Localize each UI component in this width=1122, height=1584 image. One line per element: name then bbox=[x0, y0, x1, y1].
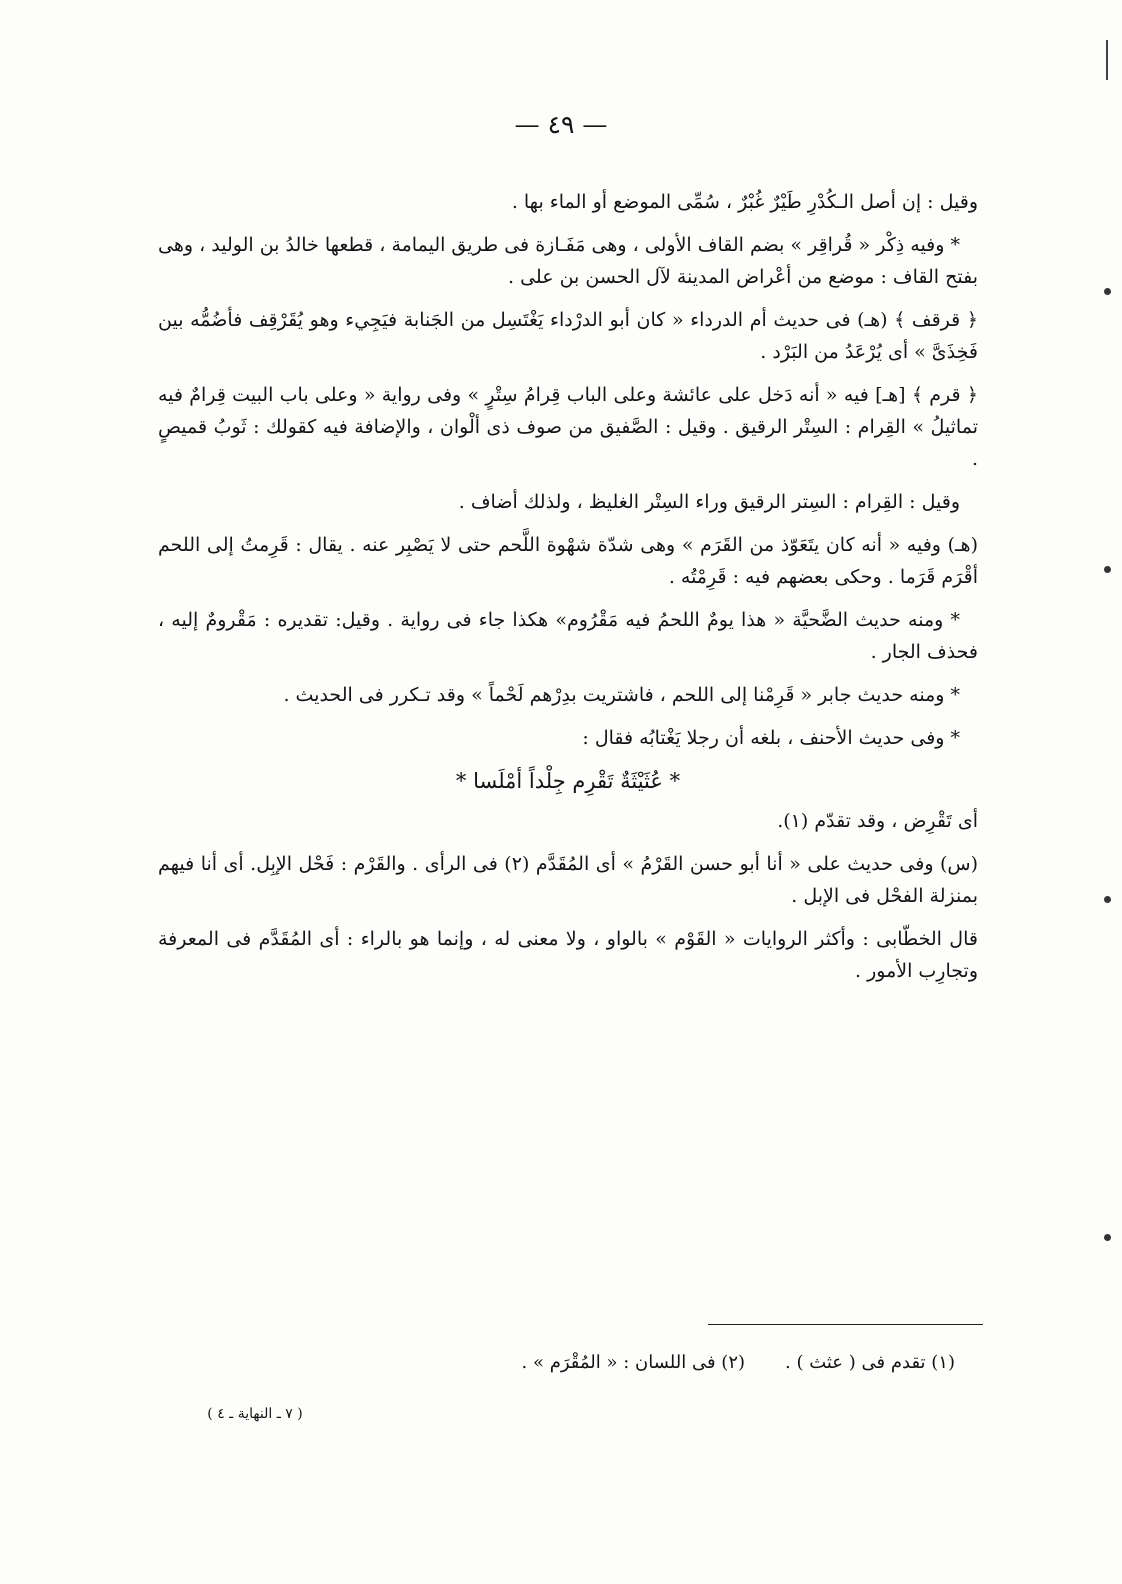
paragraph: قال الخطّابى : وأكثر الروايات « القَوْم » بالواو ، ولا معنى له ، وإنما هو بالراء : أى المُقَدَّم فى المعرفة وتجارِب الأمور . bbox=[158, 928, 978, 982]
footnotes bbox=[395, 1352, 955, 1373]
paragraph: * ومنه حديث الضَّحيَّة « هذا يومٌ اللحمُ فيه مَقْرُوم» هكذا جاء فى رواية . وقيل: تقديره : مَقْرومٌ إليه ، فحذف الجار . bbox=[158, 609, 978, 663]
paragraph: * وفيه ذِكْر « قُراقِر » بضم القاف الأولى ، وهى مَفَـازة فى طريق اليمامة ، قطعها خالدُ بن الوليد ، وهى بفتح القاف : موضع من أعْراض المدينة لآل الحسن بن على . bbox=[158, 234, 978, 288]
entry-paragraph: ﴿ قرقف ﴾ (هـ) فى حديث أم الدرداء « كان أبو الدرْداء يَغْتَسِل من الجَنابة فيَجِيء وهو يُقَرْقِف فأضُمُّه بين فَخِذَىَّ » أى يُرْعَدُ من البَرْد . bbox=[158, 309, 978, 363]
footnote-divider bbox=[708, 1324, 983, 1325]
paragraph: أى تَقْرِض ، وقد تقدّم (١). bbox=[777, 810, 978, 832]
page-number: — ٤٩ — bbox=[514, 110, 608, 139]
scan-dot-mark bbox=[1104, 566, 1111, 573]
footnote: (١) تقدم فى ( عثث ) . bbox=[785, 1352, 955, 1373]
verse-line: * عُثَيْثَةٌ تَقْرِم جِلْداً أمْلَسا * bbox=[455, 769, 681, 793]
paragraph: * ومنه حديث جابر « قَرِمْنا إلى اللحم ، فاشتريت بدِرْهم لَحْماً » وقد تـكرر فى الحديث . bbox=[283, 684, 960, 706]
footnote: (٢) فى اللسان : « المُقْرَم » . bbox=[521, 1352, 746, 1373]
paragraph: وقيل : القِرام : السِتر الرقيق وراء السِتْر الغليظ ، ولذلك أضاف . bbox=[458, 491, 960, 513]
scan-edge-mark bbox=[1106, 40, 1108, 80]
entry-paragraph: ﴿ قرم ﴾ [هـ] فيه « أنه دَخل على عائشة وعلى الباب قِرامُ سِتْرٍ » وفى رواية « وعلى باب البيت قِرامٌ فيه تماثيلُ » القِرام : السِتْر الرقيق . وقيل : الصَّفيق من صوف ذى ألْوان ، والإضافة فيه كقولك : ثَوبُ قميصٍ . bbox=[158, 384, 978, 470]
paragraph: * وفى حديث الأحنف ، بلغه أن رجلا يَغْتابُه فقال : bbox=[582, 727, 960, 749]
printer-signature: ( ٧ ـ النهاية ـ ٤ ) bbox=[207, 1406, 303, 1422]
paragraph: وقيل : إن أصل الـكُدْرِ طَيْرٌ غُبْرٌ ، سُمِّى الموضع أو الماء بها . bbox=[511, 191, 978, 213]
scan-dot-mark bbox=[1104, 288, 1111, 295]
scan-dot-mark bbox=[1104, 896, 1111, 903]
paragraph: (هـ) وفيه « أنه كان يتَعَوّذ من القَرَم » وهى شدّة شهْوة اللَّحم حتى لا يَصْبِر عنه . يقال : قَرِمتُ إلى اللحم أقْرَم قَرَما . وحكى بعضهم فيه : قَرِمْتُه . bbox=[158, 534, 978, 588]
paragraph: (س) وفى حديث على « أنا أبو حسن القَرْمُ » أى المُقَدَّم (٢) فى الرأى . والقَرْم : فَحْل الإبِل. أى أنا فيهم بمنزلة الفحْل فى الإبل . bbox=[158, 853, 979, 907]
main-text bbox=[158, 186, 978, 998]
scan-dot-mark bbox=[1104, 1234, 1111, 1241]
